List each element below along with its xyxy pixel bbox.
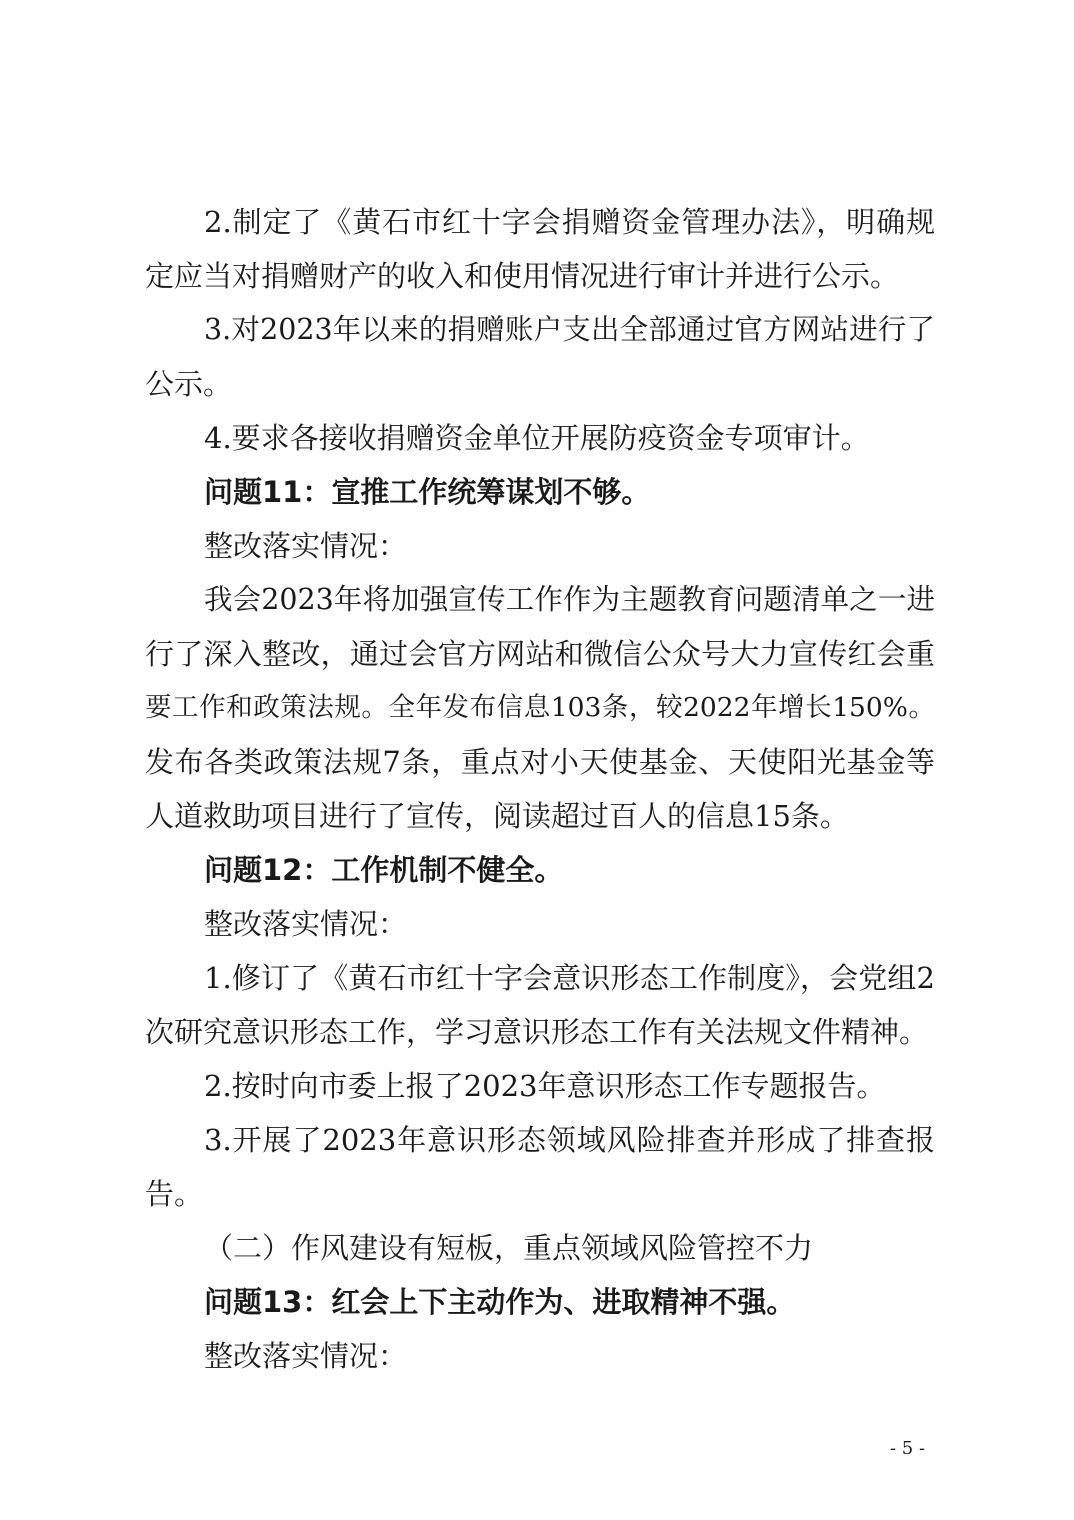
- paragraph-line: 行了深入整改，通过会官方网站和微信公众号大力宣传红会重: [145, 637, 935, 671]
- paragraph-line: 4.要求各接收捐赠资金单位开展防疫资金专项审计。: [204, 421, 870, 455]
- paragraph-line: 定应当对捐赠财产的收入和使用情况进行审计并进行公示。: [145, 259, 900, 293]
- paragraph-line: 发布各类政策法规7条，重点对小天使基金、天使阳光基金等: [145, 745, 935, 779]
- rectification-label: 整改落实情况：: [204, 907, 408, 941]
- rectification-label: 整改落实情况：: [204, 1339, 408, 1373]
- paragraph-line: 3.对2023年以来的捐赠账户支出全部通过官方网站进行了: [204, 313, 935, 346]
- issue-heading-13: 问题13：红会上下主动作为、进取精神不强。: [204, 1285, 796, 1319]
- paragraph-line: 我会2023年将加强宣传工作作为主题教育问题清单之一进: [204, 583, 935, 616]
- issue-heading-12: 问题12：工作机制不健全。: [204, 853, 564, 887]
- paragraph-line: 2.制定了《黄石市红十字会捐赠资金管理办法》，明确规: [204, 205, 935, 239]
- paragraph-line: 人道救助项目进行了宣传，阅读超过百人的信息15条。: [145, 799, 849, 833]
- issue-heading-11: 问题11：宣推工作统筹谋划不够。: [204, 475, 651, 509]
- paragraph-line: 要工作和政策法规。全年发布信息103条，较2022年增长150%。: [145, 692, 935, 723]
- page-number: - 5 -: [890, 1438, 926, 1459]
- rectification-label: 整改落实情况：: [204, 529, 408, 563]
- section-heading: （二）作风建设有短板，重点领域风险管控不力: [204, 1231, 814, 1265]
- paragraph-line: 公示。: [145, 367, 233, 401]
- paragraph-line: 告。: [145, 1177, 204, 1211]
- paragraph-line: 次研究意识形态工作，学习意识形态工作有关法规文件精神。: [145, 1015, 929, 1049]
- paragraph-line: 2.按时向市委上报了2023年意识形态工作专题报告。: [204, 1069, 886, 1103]
- paragraph-line: 3.开展了2023年意识形态领域风险排查并形成了排查报: [204, 1123, 935, 1157]
- paragraph-line: 1.修订了《黄石市红十字会意识形态工作制度》，会党组2: [204, 961, 935, 995]
